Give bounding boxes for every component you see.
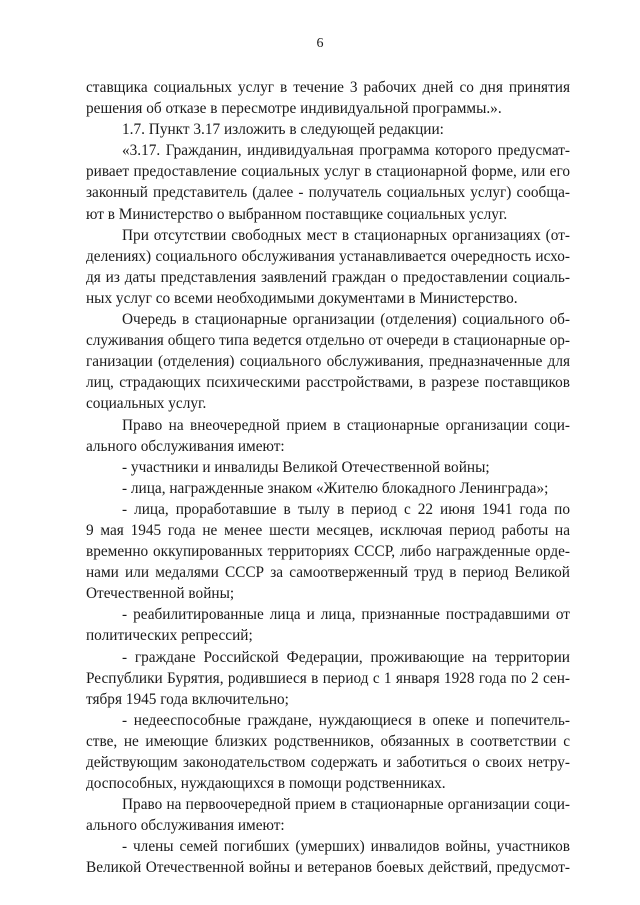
text-line: Право на внеочередной прием в стационарные организации соци- xyxy=(122,416,570,434)
text-line: - лица, проработавшие в тылу в период с 22 июня 1941 года по xyxy=(122,500,570,518)
text-line: дя из даты представления заявлений граждан о предоставлении социаль- xyxy=(86,268,570,286)
text-line: - граждане Российской Федерации, проживающие на территории xyxy=(122,648,570,666)
text-line: Право на первоочередной прием в стационарные организации соци- xyxy=(122,796,570,814)
text-line: - реабилитированные лица и лица, признанные пострадавшими от xyxy=(122,606,570,624)
text-line: - лица, награжденные знаком «Жителю блокадного Ленинграда»; xyxy=(122,479,549,497)
page-number: 6 xyxy=(316,36,324,51)
text-line: действующим законодательством содержать и заботиться о своих нетру- xyxy=(86,754,570,771)
text-line: временно оккупированных территориях СССР, либо награжденные орде- xyxy=(86,543,570,561)
text-line: ных услуг со всеми необходимыми документами в Министерство. xyxy=(86,289,518,307)
text-line: служивания общего типа ведется отдельно от очереди в стационарные ор- xyxy=(86,332,570,350)
document-body xyxy=(86,77,570,879)
text-line: ального обслуживания имеют: xyxy=(86,817,285,835)
text-line: Республики Бурятия, родившиеся в период с 1 января 1928 года по 2 сен- xyxy=(86,669,570,687)
text-line: ривает предоставление социальных услуг в стационарной форме, или его xyxy=(86,163,570,181)
text-line: ального обслуживания имеют: xyxy=(86,437,285,455)
text-line: стве, не имеющие близких родственников, обязанных в соответствии с xyxy=(86,732,570,750)
text-line: Очередь в стационарные организации (отделения) социального об- xyxy=(122,311,570,329)
text-line: доспособных, нуждающихся в помощи родственниках. xyxy=(86,775,446,793)
text-line: лиц, страдающих психическими расстройствами, в разрезе поставщиков xyxy=(86,374,570,392)
text-line: «3.17. Гражданин, индивидуальная программа которого предусмат- xyxy=(122,142,570,160)
text-line: ганизации (отделения) социального обслуживания, предназначенные для xyxy=(86,353,570,371)
text-line: решения об отказе в пересмотре индивидуальной программы.». xyxy=(86,100,502,118)
text-line: 1.7. Пункт 3.17 изложить в следующей редакции: xyxy=(122,121,444,139)
text-line: законный представитель (далее - получатель социальных услуг) сообща- xyxy=(86,184,570,202)
text-line: нами или медалями СССР за самоотверженный труд в период Великой xyxy=(86,564,570,582)
text-line: 9 мая 1945 года не менее шести месяцев, исключая период работы на xyxy=(86,521,570,539)
text-line: политических репрессий; xyxy=(86,627,253,645)
text-line: Великой Отечественной войны и ветеранов боевых действий, предусмот- xyxy=(86,859,570,877)
text-line: Отечественной войны; xyxy=(86,585,235,603)
text-line: тября 1945 года включительно; xyxy=(86,690,289,708)
text-line: - члены семей погибших (умерших) инвалидов войны, участников xyxy=(122,838,570,856)
text-line: ставщика социальных услуг в течение 3 рабочих дней со дня принятия xyxy=(86,79,570,96)
text-line: ют в Министерство о выбранном поставщике социальных услуг. xyxy=(86,205,508,223)
text-line: - участники и инвалиды Великой Отечественной войны; xyxy=(122,458,490,476)
text-line: делениях) социального обслуживания устанавливается очередность исхо- xyxy=(86,247,570,265)
text-line: При отсутствии свободных мест в стационарных организациях (от- xyxy=(122,226,570,244)
text-line: - недееспособные граждане, нуждающиеся в опеке и попечитель- xyxy=(122,711,570,729)
text-line: социальных услуг. xyxy=(86,395,207,413)
